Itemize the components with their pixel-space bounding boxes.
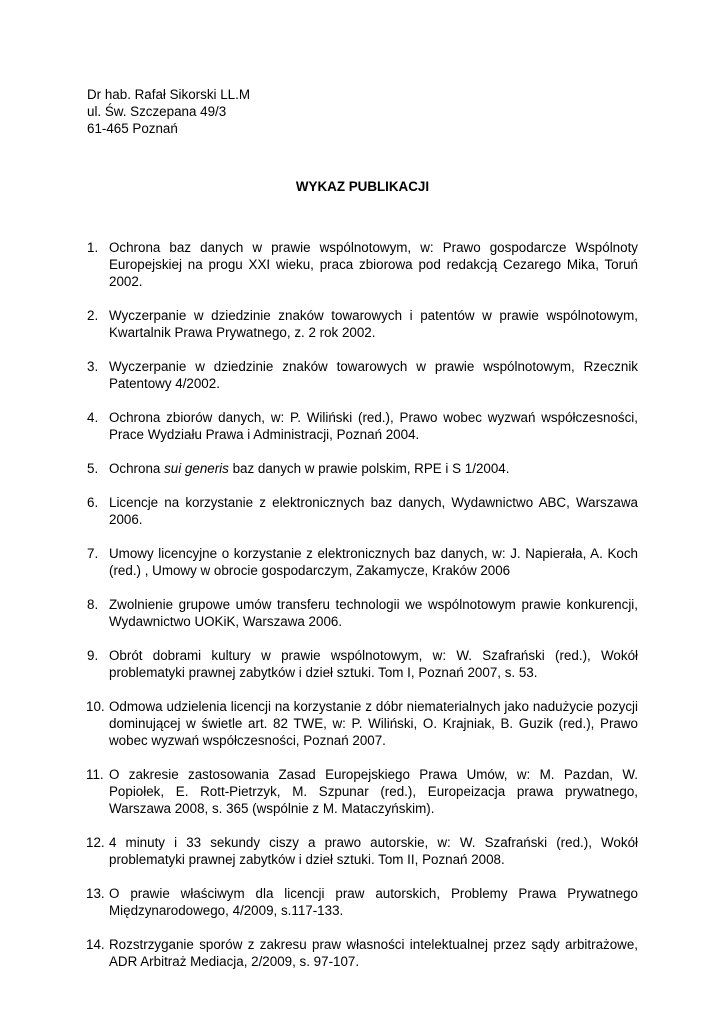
item-text: Umowy licencyjne o korzystanie z elektronicznych baz danych, w: J. Napierała, A. Koch (red.) , Umowy w obrocie gospodarczym, Zakamycze, Kraków 2006 bbox=[109, 546, 638, 578]
item-text: Licencje na korzystanie z elektronicznych baz danych, Wydawnictwo ABC, Warszawa 2006. bbox=[109, 495, 638, 527]
item-number: 7. bbox=[87, 546, 99, 561]
publication-item bbox=[87, 460, 638, 477]
item-text-italic: sui generis bbox=[164, 461, 229, 476]
item-text: Ochrona zbiorów danych, w: P. Wiliński (red.), Prawo wobec wyzwań współczesności, Prace Wydziału Prawa i Administracji, Poznań 2004. bbox=[109, 410, 638, 442]
publication-item bbox=[87, 647, 638, 681]
publication-item bbox=[87, 885, 638, 919]
item-text: O zakresie zastosowania Zasad Europejskiego Prawa Umów, w: M. Pazdan, W. Popiołek, E. Rott-Pietrzyk, M. Szpunar (red.), Europeizacja prawa prywatnego, Warszawa 2008, s. 365 (wspólnie z M. Mataczyńskim). bbox=[109, 767, 638, 816]
publication-item bbox=[87, 307, 638, 341]
item-text: Odmowa udzielenia licencji na korzystanie z dóbr niematerialnych jako nadużycie pozycji dominującej w świetle art. 82 TWE, w: P. Wiliński, O. Krajniak, B. Guzik (red.), Prawo wobec wyzwań współczesności, Poznań 2007. bbox=[109, 699, 638, 748]
item-text: Wyczerpanie w dziedzinie znaków towarowych w prawie wspólnotowym, Rzecznik Patentowy 4/2002. bbox=[109, 359, 638, 391]
publication-item bbox=[87, 409, 638, 443]
publication-item bbox=[87, 494, 638, 528]
item-number: 11. bbox=[86, 767, 104, 782]
author-name: Dr hab. Rafał Sikorski LL.M bbox=[87, 87, 250, 102]
item-text: 4 minuty i 33 sekundy ciszy a prawo autorskie, w: W. Szafrański (red.), Wokół problematyki prawnej zabytków i dzieł sztuki. Tom II, Poznań 2008. bbox=[109, 835, 638, 867]
item-number: 5. bbox=[87, 461, 99, 476]
item-number: 3. bbox=[87, 359, 99, 374]
item-number: 13. bbox=[86, 886, 105, 901]
publication-item bbox=[87, 936, 638, 970]
item-number: 2. bbox=[87, 308, 99, 323]
publication-item bbox=[87, 596, 638, 630]
publication-item bbox=[87, 766, 638, 817]
item-number: 8. bbox=[87, 597, 99, 612]
item-number: 10. bbox=[86, 699, 105, 714]
publication-item bbox=[87, 834, 638, 868]
author-address-block bbox=[87, 86, 250, 137]
publication-item bbox=[87, 545, 638, 579]
item-number: 14. bbox=[86, 937, 105, 952]
item-text: Wyczerpanie w dziedzinie znaków towarowych i patentów w prawie wspólnotowym, Kwartalnik Prawa Prywatnego, z. 2 rok 2002. bbox=[109, 308, 638, 340]
publication-item bbox=[87, 358, 638, 392]
item-number: 6. bbox=[87, 495, 99, 510]
item-text-before: Ochrona bbox=[109, 461, 165, 476]
item-text: Obrót dobrami kultury w prawie wspólnotowym, w: W. Szafrański (red.), Wokół problematyki prawnej zabytków i dzieł sztuki. Tom I, Poznań 2007, s. 53. bbox=[109, 648, 638, 680]
publication-item bbox=[87, 698, 638, 749]
item-number: 1. bbox=[87, 240, 99, 255]
author-city: 61-465 Poznań bbox=[87, 121, 178, 136]
item-text: O prawie właściwym dla licencji praw autorskich, Problemy Prawa Prywatnego Międzynarodowego, 4/2009, s.117-133. bbox=[109, 886, 638, 918]
item-number: 9. bbox=[87, 648, 99, 663]
item-text: Rozstrzyganie sporów z zakresu praw własności intelektualnej przez sądy arbitrażowe, ADR Arbitraż Mediacja, 2/2009, s. 97-107. bbox=[109, 937, 638, 969]
item-number: 4. bbox=[87, 410, 99, 425]
author-street: ul. Św. Szczepana 49/3 bbox=[87, 104, 227, 119]
document-title: WYKAZ PUBLIKACJI bbox=[295, 179, 430, 194]
item-number: 12. bbox=[86, 835, 105, 850]
item-text: Ochrona baz danych w prawie wspólnotowym, w: Prawo gospodarcze Wspólnoty Europejskiej na progu XXI wieku, praca zbiorowa pod redakcją Cezarego Mika, Toruń 2002. bbox=[109, 240, 638, 289]
publication-item bbox=[87, 239, 638, 290]
item-text: Zwolnienie grupowe umów transferu technologii we wspólnotowym prawie konkurencji, Wydawnictwo UOKiK, Warszawa 2006. bbox=[109, 597, 638, 629]
item-text bbox=[109, 461, 509, 476]
publication-list bbox=[87, 239, 638, 987]
item-text-after: baz danych w prawie polskim, RPE i S 1/2004. bbox=[228, 461, 510, 476]
